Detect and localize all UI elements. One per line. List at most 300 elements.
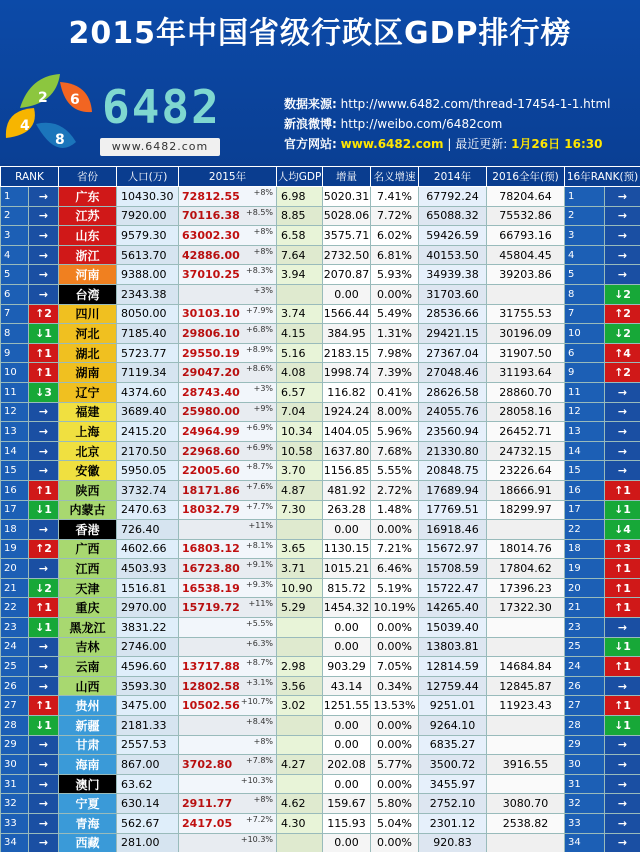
table-row[interactable]	[1, 480, 640, 500]
gdp-2014-cell: 28626.58	[419, 382, 487, 402]
rank-change-cell: →	[29, 422, 59, 442]
population-cell: 630.14	[117, 794, 179, 814]
table-row[interactable]	[1, 716, 640, 736]
population-cell: 2415.20	[117, 422, 179, 442]
rank-change-cell: ↑1	[29, 696, 59, 716]
growth-rate-cell: 1.31%	[371, 324, 419, 344]
rank-2016-change-cell: ↓1	[605, 637, 640, 657]
gdp-growth: +8.6%	[245, 364, 274, 374]
growth-rate-cell: 0.00%	[371, 284, 419, 304]
table-row[interactable]	[1, 774, 640, 794]
population-cell: 9388.00	[117, 265, 179, 285]
gdp-2016-forecast-cell	[487, 637, 565, 657]
growth-rate-cell: 5.19%	[371, 578, 419, 598]
rank-2016-cell: 26	[565, 676, 605, 696]
gdp-2015-cell	[179, 833, 277, 852]
gdp-2015-cell	[179, 363, 277, 383]
growth-rate-cell: 7.72%	[371, 206, 419, 226]
rank-change-cell: →	[29, 284, 59, 304]
rank-change-cell: →	[29, 226, 59, 246]
increment-cell: 384.95	[323, 324, 371, 344]
gdp-2016-forecast-cell: 17804.62	[487, 559, 565, 579]
table-row[interactable]	[1, 618, 640, 638]
population-cell: 281.00	[117, 833, 179, 852]
growth-rate-cell: 8.00%	[371, 402, 419, 422]
gdp-2015-cell	[179, 382, 277, 402]
population-cell: 1516.81	[117, 578, 179, 598]
table-row[interactable]	[1, 500, 640, 520]
gdp-2016-forecast-cell: 14684.84	[487, 657, 565, 677]
increment-cell: 263.28	[323, 500, 371, 520]
increment-cell: 115.93	[323, 814, 371, 834]
gdp-growth: +6.8%	[245, 325, 274, 335]
gdp-growth: +3.1%	[245, 677, 274, 687]
gdp-2014-cell: 20848.75	[419, 461, 487, 481]
rank-cell: 5	[1, 265, 29, 285]
gdp-2014-cell: 9251.01	[419, 696, 487, 716]
gdp-growth: +3%	[253, 383, 274, 393]
table-row[interactable]	[1, 226, 640, 246]
per-capita-cell: 7.64	[277, 245, 323, 265]
table-row[interactable]	[1, 814, 640, 834]
brand-number: 6482	[102, 80, 221, 134]
growth-rate-cell: 7.39%	[371, 363, 419, 383]
brand-url[interactable]: www.6482.com	[100, 138, 220, 156]
gdp-2014-cell: 13803.81	[419, 637, 487, 657]
gdp-growth: +9.3%	[245, 579, 274, 589]
gdp-value: 2417.05	[182, 816, 233, 830]
rank-2016-cell: 24	[565, 657, 605, 677]
rank-cell: 2	[1, 206, 29, 226]
rank-change-cell: →	[29, 441, 59, 461]
population-cell: 63.62	[117, 774, 179, 794]
increment-cell: 0.00	[323, 618, 371, 638]
rank-cell: 27	[1, 696, 29, 716]
increment-cell: 0.00	[323, 284, 371, 304]
table-row[interactable]	[1, 441, 640, 461]
per-capita-cell: 10.34	[277, 422, 323, 442]
growth-rate-cell: 0.00%	[371, 716, 419, 736]
rank-2016-change-cell: →	[605, 226, 640, 246]
header	[0, 0, 640, 164]
rank-change-cell: →	[29, 794, 59, 814]
gdp-2016-forecast-cell: 18299.97	[487, 500, 565, 520]
growth-rate-cell: 0.00%	[371, 774, 419, 794]
increment-cell: 1156.85	[323, 461, 371, 481]
rank-change-cell: ↓1	[29, 716, 59, 736]
table-row[interactable]	[1, 794, 640, 814]
rank-2016-cell: 3	[565, 226, 605, 246]
table-row[interactable]	[1, 284, 640, 304]
growth-rate-cell: 10.19%	[371, 598, 419, 618]
gdp-growth: +8%	[253, 795, 274, 805]
rank-2016-change-cell: ↑1	[605, 598, 640, 618]
rank-cell: 25	[1, 657, 29, 677]
gdp-2016-forecast-cell: 3916.55	[487, 755, 565, 775]
per-capita-cell: 3.56	[277, 676, 323, 696]
gdp-2014-cell: 15722.47	[419, 578, 487, 598]
province-cell: 上海	[59, 422, 117, 442]
rank-change-cell: →	[29, 833, 59, 852]
gdp-growth: +11%	[248, 599, 274, 609]
gdp-2016-forecast-cell: 78204.64	[487, 187, 565, 207]
table-row[interactable]	[1, 637, 640, 657]
per-capita-cell: 4.08	[277, 363, 323, 383]
growth-rate-cell: 13.53%	[371, 696, 419, 716]
rank-cell: 24	[1, 637, 29, 657]
rank-cell: 28	[1, 716, 29, 736]
increment-cell: 0.00	[323, 833, 371, 852]
table-row[interactable]	[1, 735, 640, 755]
rank-2016-cell: 5	[565, 265, 605, 285]
rank-cell: 9	[1, 343, 29, 363]
rank-2016-cell: 32	[565, 794, 605, 814]
increment-cell: 1924.24	[323, 402, 371, 422]
gdp-2014-cell: 3500.72	[419, 755, 487, 775]
province-cell: 辽宁	[59, 382, 117, 402]
growth-rate-cell: 0.41%	[371, 382, 419, 402]
gdp-growth: +11%	[248, 521, 274, 531]
growth-rate-cell: 0.00%	[371, 637, 419, 657]
increment-cell: 1130.15	[323, 539, 371, 559]
gdp-2016-forecast-cell: 17396.23	[487, 578, 565, 598]
gdp-value: 25980.00	[182, 405, 240, 419]
rank-cell: 11	[1, 382, 29, 402]
gdp-2015-cell	[179, 755, 277, 775]
col-header: 增量	[323, 167, 371, 187]
table-row[interactable]	[1, 206, 640, 226]
rank-2016-change-cell: →	[605, 676, 640, 696]
gdp-2014-cell: 6835.27	[419, 735, 487, 755]
population-cell: 5723.77	[117, 343, 179, 363]
table-row[interactable]	[1, 657, 640, 677]
logo-digit: 6	[70, 92, 80, 108]
gdp-value: 12802.58	[182, 679, 240, 693]
gdp-value: 22968.60	[182, 444, 240, 458]
gdp-growth: +9.1%	[245, 560, 274, 570]
rank-2016-cell: 34	[565, 833, 605, 852]
province-cell: 内蒙古	[59, 500, 117, 520]
gdp-growth: +10.3%	[240, 775, 274, 785]
rank-change-cell: →	[29, 245, 59, 265]
info-line	[284, 94, 611, 114]
population-cell: 562.67	[117, 814, 179, 834]
info-block	[284, 94, 611, 154]
rank-2016-change-cell: ↑2	[605, 363, 640, 383]
growth-rate-cell: 7.05%	[371, 657, 419, 677]
gdp-2014-cell: 15039.40	[419, 618, 487, 638]
rank-change-cell: →	[29, 735, 59, 755]
table-row[interactable]	[1, 402, 640, 422]
gdp-2015-cell	[179, 598, 277, 618]
population-cell: 4602.66	[117, 539, 179, 559]
gdp-2014-cell: 16918.46	[419, 520, 487, 540]
rank-2016-change-cell: →	[605, 187, 640, 207]
population-cell: 5613.70	[117, 245, 179, 265]
gdp-2015-cell	[179, 618, 277, 638]
rank-2016-change-cell: ↑1	[605, 559, 640, 579]
per-capita-cell: 6.58	[277, 226, 323, 246]
per-capita-cell	[277, 774, 323, 794]
gdp-2014-cell: 14265.40	[419, 598, 487, 618]
province-cell: 北京	[59, 441, 117, 461]
gdp-2014-cell: 23560.94	[419, 422, 487, 442]
gdp-value: 29047.20	[182, 366, 240, 380]
rank-change-cell: →	[29, 520, 59, 540]
table-row[interactable]	[1, 343, 640, 363]
rank-2016-change-cell: →	[605, 245, 640, 265]
rank-cell: 13	[1, 422, 29, 442]
gdp-growth: +8%	[253, 188, 274, 197]
rank-cell: 12	[1, 402, 29, 422]
rank-2016-change-cell: →	[605, 618, 640, 638]
update-time: 1月26日 16:30	[511, 137, 603, 151]
gdp-value: 30103.10	[182, 307, 240, 321]
rank-2016-cell: 21	[565, 598, 605, 618]
rank-cell: 34	[1, 833, 29, 852]
growth-rate-cell: 5.49%	[371, 304, 419, 324]
gdp-2014-cell: 67792.24	[419, 187, 487, 207]
per-capita-cell	[277, 833, 323, 852]
rank-change-cell: ↓2	[29, 578, 59, 598]
population-cell: 726.40	[117, 520, 179, 540]
growth-rate-cell: 5.96%	[371, 422, 419, 442]
rank-cell: 17	[1, 500, 29, 520]
source-link[interactable]: http://www.6482.com/thread-17454-1-1.html	[340, 97, 611, 111]
rank-2016-change-cell: ↑4	[605, 343, 640, 363]
table-row[interactable]	[1, 520, 640, 540]
population-cell: 7119.34	[117, 363, 179, 383]
site-link[interactable]: www.6482.com	[340, 137, 444, 151]
rank-2016-change-cell: ↓4	[605, 520, 640, 540]
per-capita-cell: 7.30	[277, 500, 323, 520]
per-capita-cell	[277, 284, 323, 304]
rank-change-cell: ↑1	[29, 598, 59, 618]
gdp-value: 13717.88	[182, 660, 240, 674]
gdp-growth: +10.3%	[240, 834, 274, 844]
gdp-2014-cell: 40153.50	[419, 245, 487, 265]
gdp-2015-cell	[179, 696, 277, 716]
table-row[interactable]	[1, 187, 640, 207]
rank-2016-change-cell: →	[605, 206, 640, 226]
gdp-2014-cell: 34939.38	[419, 265, 487, 285]
population-cell: 867.00	[117, 755, 179, 775]
gdp-2014-cell: 65088.32	[419, 206, 487, 226]
province-cell: 新疆	[59, 716, 117, 736]
rank-cell: 33	[1, 814, 29, 834]
gdp-2014-cell: 27367.04	[419, 343, 487, 363]
rank-2016-cell: 6	[565, 343, 605, 363]
increment-cell: 2070.87	[323, 265, 371, 285]
increment-cell: 2183.15	[323, 343, 371, 363]
gdp-2016-forecast-cell	[487, 716, 565, 736]
gdp-table	[0, 166, 640, 852]
gdp-2015-cell	[179, 324, 277, 344]
table-row[interactable]	[1, 304, 640, 324]
growth-rate-cell: 1.48%	[371, 500, 419, 520]
gdp-2014-cell: 17689.94	[419, 480, 487, 500]
table-row[interactable]	[1, 265, 640, 285]
rank-2016-change-cell: ↓1	[605, 716, 640, 736]
weibo-link[interactable]: http://weibo.com/6482com	[340, 117, 503, 131]
table-row[interactable]	[1, 755, 640, 775]
rank-change-cell: ↓1	[29, 618, 59, 638]
province-cell: 山东	[59, 226, 117, 246]
rank-change-cell: ↓1	[29, 500, 59, 520]
province-cell: 黑龙江	[59, 618, 117, 638]
rank-change-cell: →	[29, 265, 59, 285]
growth-rate-cell: 2.72%	[371, 480, 419, 500]
table-row[interactable]	[1, 578, 640, 598]
rank-2016-change-cell: →	[605, 402, 640, 422]
info-line	[284, 114, 611, 134]
col-header: 省份	[59, 167, 117, 187]
table-row[interactable]	[1, 676, 640, 696]
table-row[interactable]	[1, 245, 640, 265]
gdp-2015-cell	[179, 304, 277, 324]
increment-cell: 1637.80	[323, 441, 371, 461]
rank-2016-cell: 18	[565, 539, 605, 559]
rank-change-cell: →	[29, 206, 59, 226]
province-cell: 四川	[59, 304, 117, 324]
gdp-growth: +6.3%	[245, 638, 274, 648]
rank-cell: 31	[1, 774, 29, 794]
rank-2016-change-cell: →	[605, 422, 640, 442]
gdp-growth: +8.9%	[245, 344, 274, 354]
increment-cell: 1454.32	[323, 598, 371, 618]
gdp-growth: +6.9%	[245, 442, 274, 452]
rank-cell: 1	[1, 187, 29, 207]
gdp-growth: +7.9%	[245, 305, 274, 315]
rank-2016-change-cell: ↑1	[605, 657, 640, 677]
rank-2016-cell: 12	[565, 402, 605, 422]
table-row[interactable]	[1, 324, 640, 344]
gdp-2015-cell	[179, 284, 277, 304]
per-capita-cell: 5.29	[277, 598, 323, 618]
increment-cell: 5028.06	[323, 206, 371, 226]
gdp-2015-cell	[179, 716, 277, 736]
gdp-value: 37010.25	[182, 268, 240, 282]
rank-2016-change-cell: →	[605, 735, 640, 755]
table-row[interactable]	[1, 598, 640, 618]
rank-2016-cell: 33	[565, 814, 605, 834]
rank-change-cell: ↑2	[29, 539, 59, 559]
gdp-growth: +8.7%	[245, 462, 274, 472]
growth-rate-cell: 5.93%	[371, 265, 419, 285]
logo-digit: 2	[38, 90, 48, 106]
rank-2016-cell: 30	[565, 755, 605, 775]
rank-2016-cell: 11	[565, 382, 605, 402]
per-capita-cell: 10.90	[277, 578, 323, 598]
gdp-value: 22005.60	[182, 464, 240, 478]
gdp-value: 16723.80	[182, 562, 240, 576]
province-cell: 贵州	[59, 696, 117, 716]
rank-change-cell: ↑1	[29, 363, 59, 383]
population-cell: 3475.00	[117, 696, 179, 716]
rank-cell: 14	[1, 441, 29, 461]
table-row[interactable]	[1, 382, 640, 402]
rank-2016-change-cell: →	[605, 441, 640, 461]
rank-2016-change-cell: →	[605, 755, 640, 775]
table-body	[1, 187, 640, 852]
gdp-2015-cell	[179, 441, 277, 461]
table-row[interactable]	[1, 422, 640, 442]
rank-2016-change-cell: ↓2	[605, 324, 640, 344]
gdp-2014-cell: 15672.97	[419, 539, 487, 559]
gdp-value: 15719.72	[182, 601, 240, 615]
table-row[interactable]	[1, 833, 640, 852]
rank-change-cell: →	[29, 676, 59, 696]
table-row[interactable]	[1, 363, 640, 383]
rank-cell: 7	[1, 304, 29, 324]
table-row[interactable]	[1, 539, 640, 559]
per-capita-cell: 4.62	[277, 794, 323, 814]
gdp-value: 18032.79	[182, 503, 240, 517]
population-cell: 3689.40	[117, 402, 179, 422]
rank-2016-change-cell: ↑2	[605, 304, 640, 324]
increment-cell: 1566.44	[323, 304, 371, 324]
growth-rate-cell: 0.00%	[371, 735, 419, 755]
rank-cell: 21	[1, 578, 29, 598]
gdp-value: 3702.80	[182, 758, 233, 772]
col-header: 名义增速	[371, 167, 419, 187]
province-cell: 天津	[59, 578, 117, 598]
gdp-2015-cell	[179, 206, 277, 226]
rank-cell: 30	[1, 755, 29, 775]
table-row[interactable]	[1, 696, 640, 716]
rank-change-cell: →	[29, 637, 59, 657]
population-cell: 3831.22	[117, 618, 179, 638]
population-cell: 3732.74	[117, 480, 179, 500]
gdp-growth: +8%	[253, 227, 274, 237]
gdp-growth: +7.7%	[245, 501, 274, 511]
rank-change-cell: →	[29, 461, 59, 481]
province-cell: 西藏	[59, 833, 117, 852]
population-cell: 2746.00	[117, 637, 179, 657]
province-cell: 广东	[59, 187, 117, 207]
gdp-2015-cell	[179, 226, 277, 246]
rank-cell: 16	[1, 480, 29, 500]
logo-icon	[0, 68, 110, 160]
province-cell: 湖北	[59, 343, 117, 363]
gdp-2016-forecast-cell: 30196.09	[487, 324, 565, 344]
population-cell: 4596.60	[117, 657, 179, 677]
gdp-growth: +7.8%	[245, 756, 274, 766]
rank-2016-change-cell: ↓2	[605, 284, 640, 304]
table-row[interactable]	[1, 461, 640, 481]
gdp-growth: +7.6%	[245, 481, 274, 491]
gdp-2015-cell	[179, 343, 277, 363]
growth-rate-cell: 5.80%	[371, 794, 419, 814]
rank-2016-cell: 17	[565, 500, 605, 520]
rank-2016-cell: 9	[565, 363, 605, 383]
increment-cell: 0.00	[323, 637, 371, 657]
gdp-2015-cell	[179, 500, 277, 520]
province-cell: 香港	[59, 520, 117, 540]
increment-cell: 815.72	[323, 578, 371, 598]
gdp-growth: +3%	[253, 285, 274, 295]
province-cell: 云南	[59, 657, 117, 677]
gdp-2016-forecast-cell: 31193.64	[487, 363, 565, 383]
rank-change-cell: →	[29, 814, 59, 834]
per-capita-cell: 2.98	[277, 657, 323, 677]
population-cell: 4374.60	[117, 382, 179, 402]
logo-digit: 4	[20, 118, 30, 134]
gdp-2016-forecast-cell: 26452.71	[487, 422, 565, 442]
province-cell: 广西	[59, 539, 117, 559]
table-row[interactable]	[1, 559, 640, 579]
gdp-2016-forecast-cell: 11923.43	[487, 696, 565, 716]
